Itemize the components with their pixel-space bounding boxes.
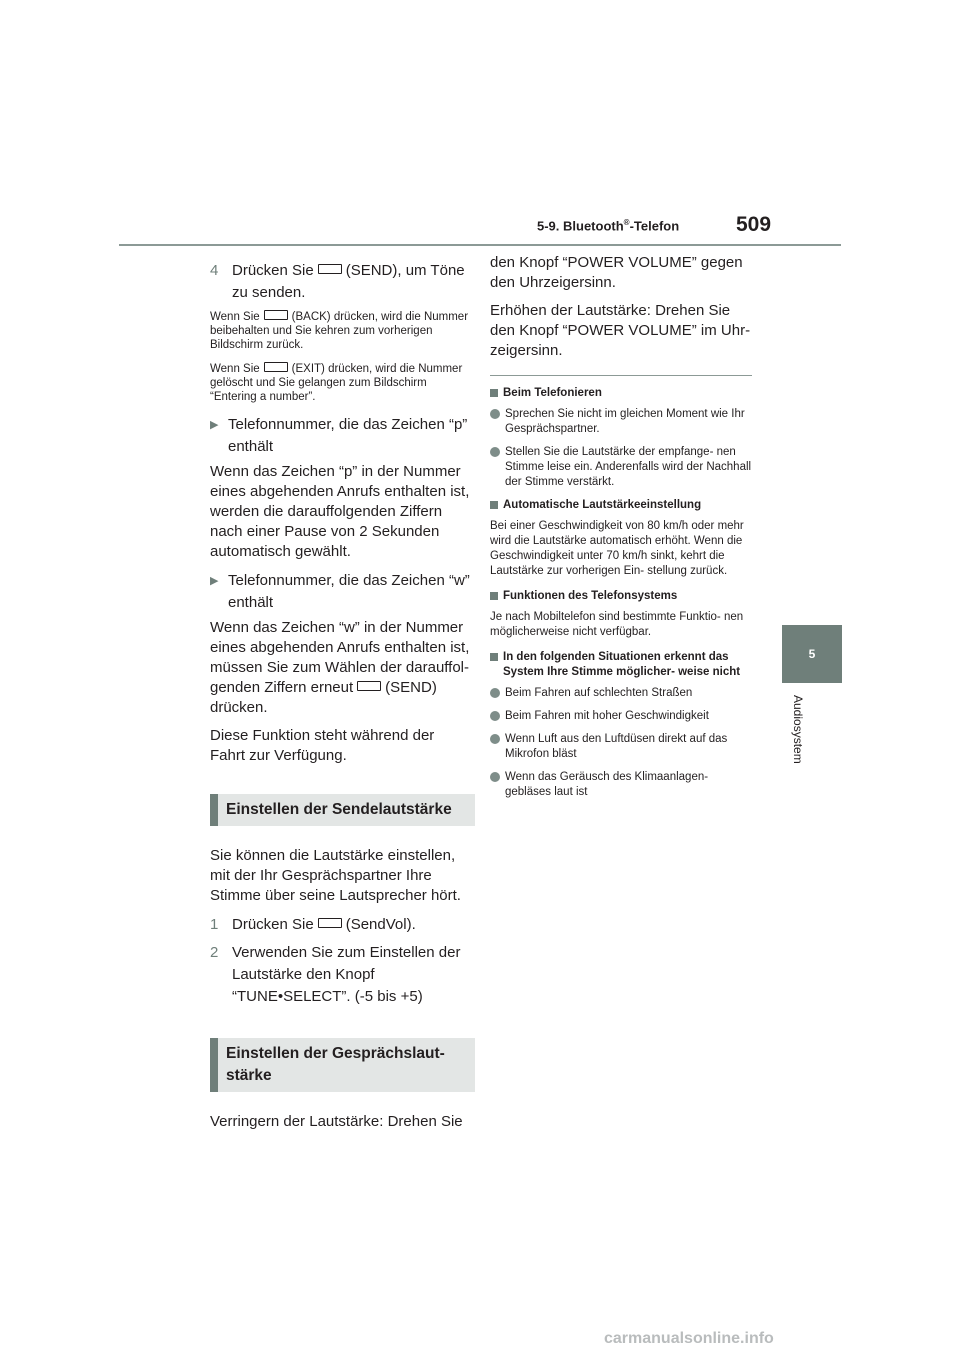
circle-bullet-icon [490, 772, 500, 782]
paragraph-driving: Diese Funktion steht während der Fahrt zur Verfügung. [210, 727, 435, 764]
info-divider [490, 375, 752, 376]
right-column [490, 253, 752, 808]
page-number: 509 [736, 213, 772, 236]
paragraph-decrease-volume: Verringern der Lautstärke: Drehen Sie [210, 1113, 463, 1130]
triangle-bullet-icon: ▶ [210, 575, 219, 587]
info-heading-auto-volume: Automatische Lautstärkeeinstellung [490, 498, 752, 513]
step-2: 2 Verwenden Sie zum Einstellen der Lautstärke den Knopf “TUNE•SELECT”. (-5 bis +5) [210, 944, 461, 1005]
subheading-p: ▶ Telefonnummer, die das Zeichen “p” enthält [210, 414, 470, 458]
circle-bullet-icon [490, 447, 500, 457]
paragraph-p: Wenn das Zeichen “p” in der Nummer eines abgehenden Anrufs enthalten ist, werden die darauffolgenden Ziffern nach einer Pause von 2 Sekunden automatisch gewählt. [210, 463, 470, 560]
paragraph-increase-volume: Erhöhen der Lautstärke: Drehen Sie den Knopf “POWER VOLUME” im Uhr- zeigersinn. [490, 302, 751, 359]
paragraph-functions: Je nach Mobiltelefon sind bestimmte Funktio- nen möglicherweise nicht verfügbar. [490, 611, 744, 638]
back-button-icon [264, 310, 288, 320]
header-divider [119, 244, 841, 246]
send-button-icon [357, 681, 381, 691]
exit-button-icon [264, 362, 288, 372]
circle-bullet-icon [490, 711, 500, 721]
square-bullet-icon [490, 389, 498, 397]
circle-bullet-icon [490, 409, 500, 419]
info-heading-calling: Beim Telefonieren [490, 386, 752, 401]
paragraph-auto-volume: Bei einer Geschwindigkeit von 80 km/h oder mehr wird die Lautstärke automatisch erhöht. Wenn die Geschwindigkeit unter 70 km/h sinkt, kehrt die Lautstärke zur vorherigen Ein- stellung zurück. [490, 520, 744, 577]
section-heading-call-volume: Einstellen der Gesprächslaut- stärke [210, 1038, 475, 1092]
section-heading-send-volume: Einstellen der Sendelautstärke [210, 794, 475, 826]
section-title: 5-9. Bluetooth®-Telefon [537, 218, 680, 234]
bullet-item: Wenn Luft aus den Luftdüsen direkt auf das Mikrofon bläst [490, 732, 752, 762]
watermark: carmanualsonline.info [604, 1330, 774, 1347]
paragraph-send-volume: Sie können die Lautstärke einstellen, mit der Ihr Gesprächspartner Ihre Stimme über seine Lautsprecher hört. [210, 847, 461, 904]
bullet-item: Beim Fahren auf schlechten Straßen [490, 686, 752, 701]
step-1: 1 Drücken Sie (SendVol). [210, 916, 416, 933]
chapter-tab: 5 [782, 625, 842, 683]
sendvol-button-icon [318, 918, 342, 928]
triangle-bullet-icon: ▶ [210, 419, 219, 431]
step-4: 4 Drücken Sie (SEND), um Töne zu senden. [210, 262, 465, 301]
circle-bullet-icon [490, 734, 500, 744]
chapter-label: Audiosystem [791, 695, 805, 764]
bullet-item: Stellen Sie die Lautstärke der empfange- nen Stimme leise ein. Anderenfalls wird der Nachhall der Stimme verstärkt. [490, 445, 752, 490]
info-heading-functions: Funktionen des Telefonsystems [490, 589, 752, 604]
left-column [210, 260, 470, 1140]
square-bullet-icon [490, 592, 498, 600]
note-back: Wenn Sie (BACK) drücken, wird die Nummer beibehalten und Sie kehren zum vorherigen Bildschirm zurück. [210, 311, 469, 351]
note-exit: Wenn Sie (EXIT) drücken, wird die Nummer gelöscht und Sie gelangen zum Bildschirm “Entering a number”. [210, 363, 463, 403]
bullet-item: Sprechen Sie nicht im gleichen Moment wie Ihr Gesprächspartner. [490, 407, 752, 437]
square-bullet-icon [490, 653, 498, 661]
paragraph-w: Wenn das Zeichen “w” in der Nummer eines abgehenden Anrufs enthalten ist, müssen Sie zum Wählen der darauffol- genden Ziffern erneut (SEND) drücken. [210, 619, 470, 716]
subheading-w: ▶ Telefonnummer, die das Zeichen “w” enthält [210, 570, 470, 614]
circle-bullet-icon [490, 688, 500, 698]
bullet-item: Wenn das Geräusch des Klimaanlagen- gebläses laut ist [490, 770, 752, 800]
info-heading-recognition: In den folgenden Situationen erkennt das System Ihre Stimme möglicher- weise nicht [490, 650, 752, 680]
square-bullet-icon [490, 501, 498, 509]
paragraph-counterclockwise: den Knopf “POWER VOLUME” gegen den Uhrzeigersinn. [490, 254, 743, 291]
bullet-item: Beim Fahren mit hoher Geschwindigkeit [490, 709, 752, 724]
send-button-icon [318, 264, 342, 274]
